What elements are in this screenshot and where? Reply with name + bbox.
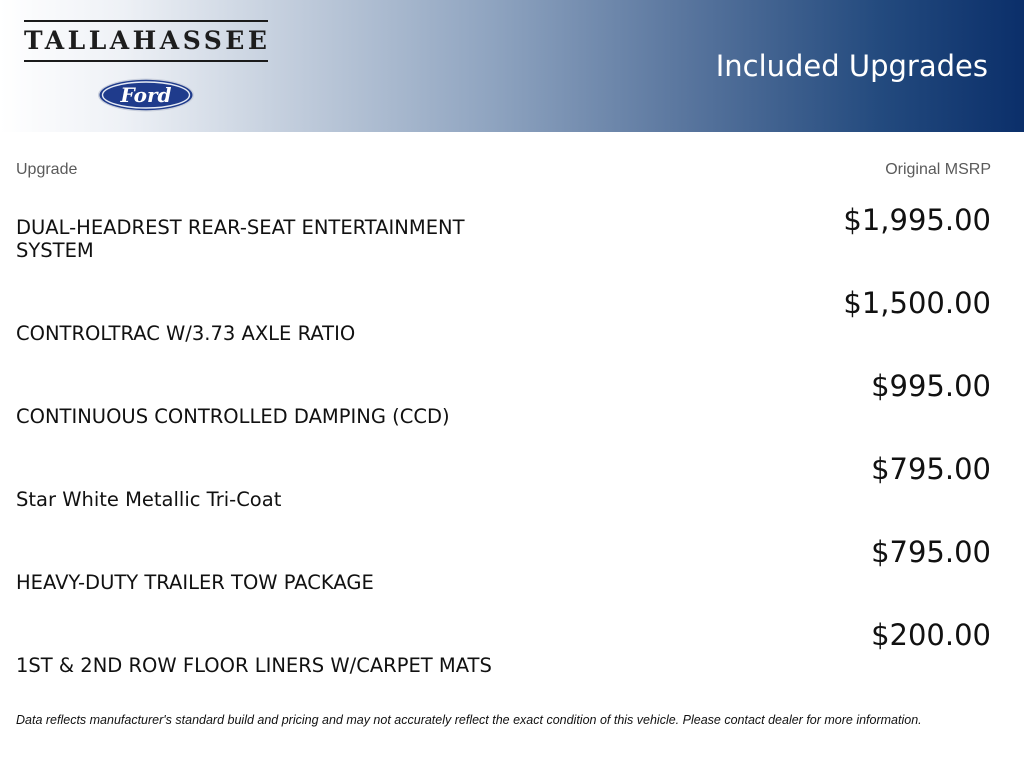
upgrade-name: 1ST & 2ND ROW FLOOR LINERS W/CARPET MATS <box>16 654 492 677</box>
dealer-name: TALLAHASSEE <box>24 26 271 55</box>
upgrade-price: $995.00 <box>871 369 991 403</box>
upgrade-price: $1,995.00 <box>843 203 991 237</box>
upgrade-row <box>16 368 991 428</box>
upgrade-name: CONTINUOUS CONTROLLED DAMPING (CCD) <box>16 405 450 428</box>
upgrade-row <box>16 534 991 594</box>
upgrade-row <box>16 285 991 345</box>
column-header-msrp: Original MSRP <box>885 161 991 178</box>
disclaimer-text: Data reflects manufacturer's standard build and pricing and may not accurately reflect the exact condition of this vehicle. Please contact dealer for more information. <box>16 713 922 727</box>
upgrade-name: CONTROLTRAC W/3.73 AXLE RATIO <box>16 322 356 345</box>
upgrade-price: $200.00 <box>871 618 991 652</box>
upgrade-price: $795.00 <box>871 452 991 486</box>
header-banner <box>0 0 1024 132</box>
column-header-upgrade: Upgrade <box>16 161 78 178</box>
upgrade-name: DUAL-HEADREST REAR-SEAT ENTERTAINMENT SYSTEM <box>16 216 465 262</box>
upgrade-row <box>16 451 991 511</box>
ford-logo <box>97 78 195 112</box>
upgrade-row <box>16 617 991 677</box>
brand-rule-top <box>24 20 268 22</box>
brand-rule-bottom <box>24 60 268 62</box>
ford-logo-text: Ford <box>120 83 172 107</box>
upgrade-row <box>16 202 991 262</box>
dealer-brand <box>24 20 271 62</box>
upgrade-name: HEAVY-DUTY TRAILER TOW PACKAGE <box>16 571 374 594</box>
upgrade-name: Star White Metallic Tri-Coat <box>16 488 282 511</box>
upgrade-price: $1,500.00 <box>843 286 991 320</box>
page-title: Included Upgrades <box>715 49 988 83</box>
upgrade-price: $795.00 <box>871 535 991 569</box>
